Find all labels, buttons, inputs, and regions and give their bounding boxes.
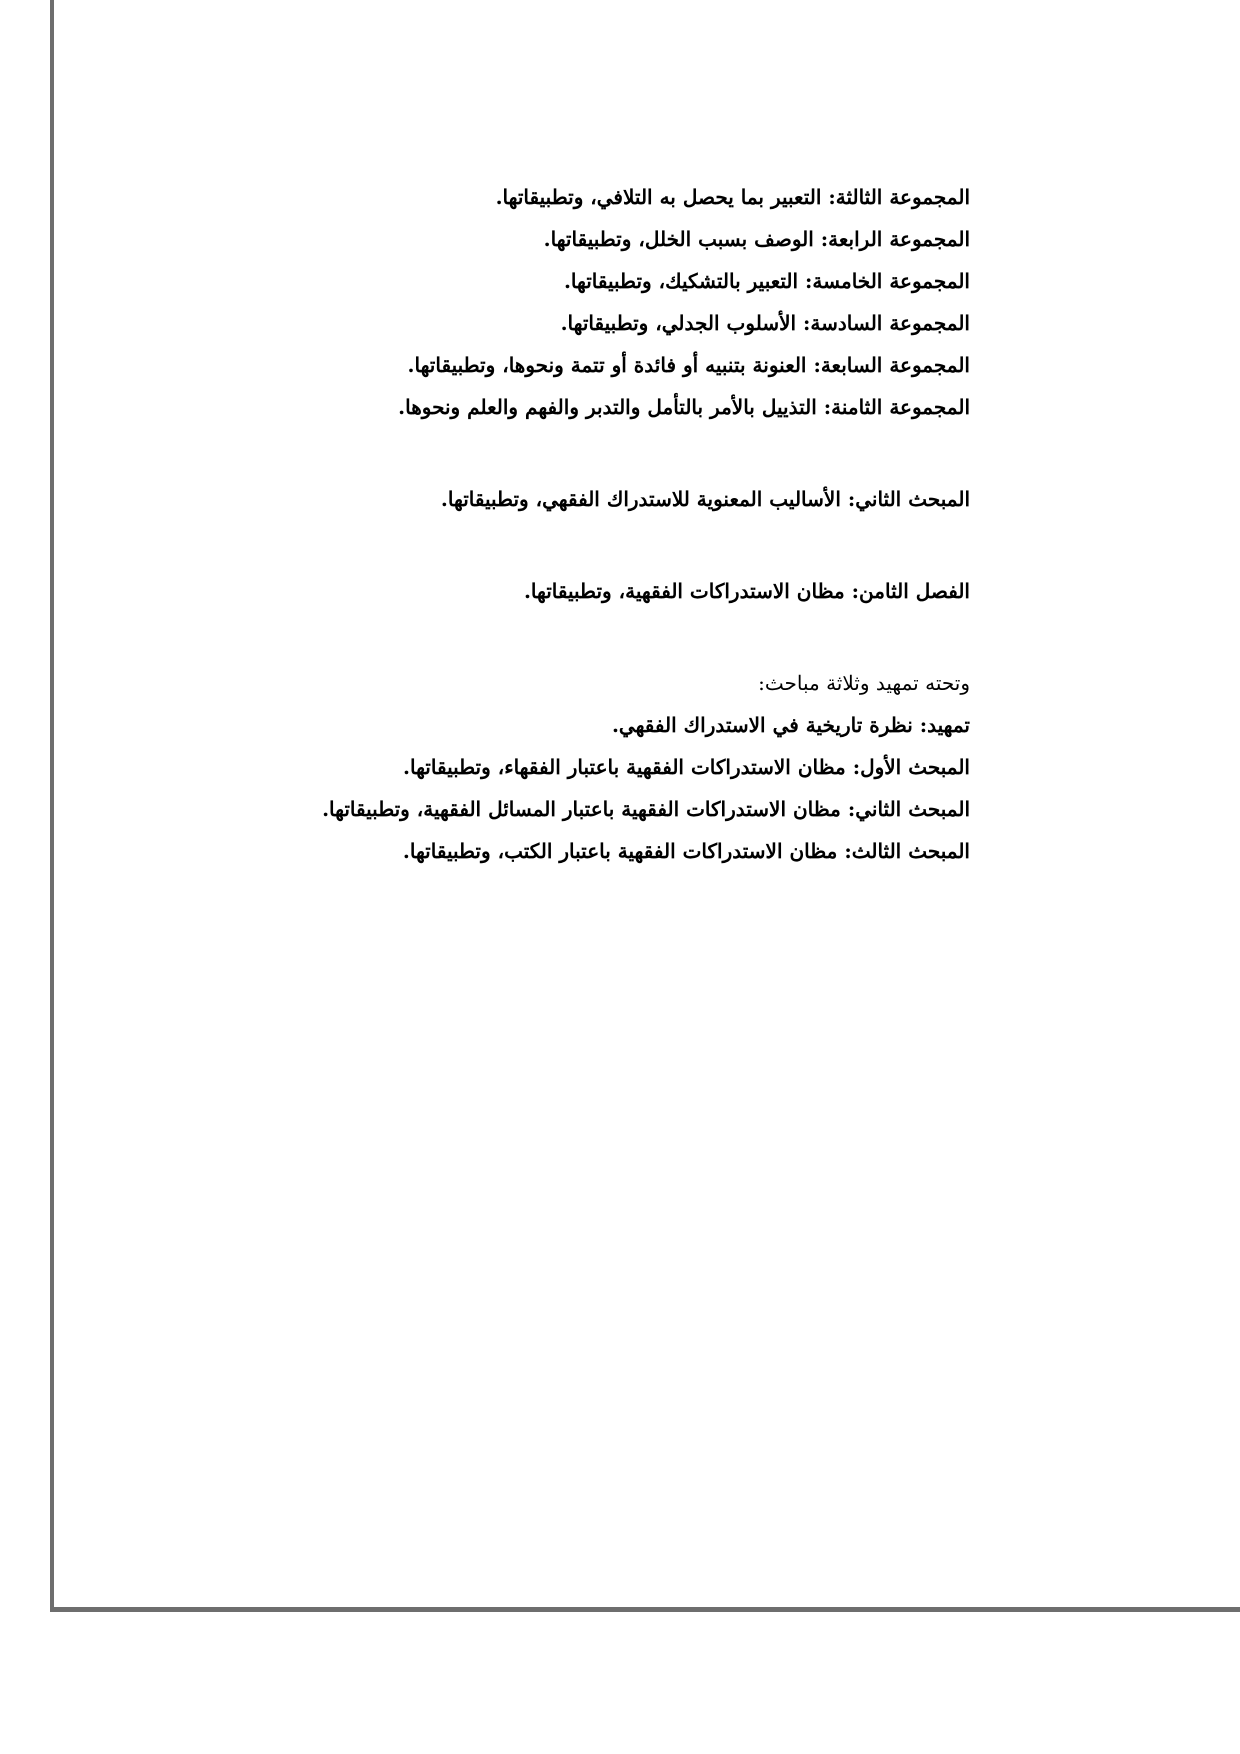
spacer <box>50 520 970 570</box>
toc-group-6: المجموعة السادسة: الأسلوب الجدلي، وتطبيقاتها. <box>560 311 970 335</box>
spacer <box>50 428 970 478</box>
toc-section-two: المبحث الثاني: الأساليب المعنوية للاستدراك الفقهي، وتطبيقاتها. <box>440 487 970 511</box>
toc-group-4: المجموعة الرابعة: الوصف بسبب الخلل، وتطبيقاتها. <box>543 227 970 251</box>
toc-group-7: المجموعة السابعة: العنونة بتنبيه أو فائدة أو تتمة ونحوها، وتطبيقاتها. <box>407 353 970 377</box>
spacer <box>50 612 970 662</box>
toc-subsection-2: المبحث الثاني: مظان الاستدراكات الفقهية باعتبار المسائل الفقهية، وتطبيقاتها. <box>322 797 970 821</box>
toc-group-3: المجموعة الثالثة: التعبير بما يحصل به التلافي، وتطبيقاتها. <box>495 185 970 209</box>
table-of-contents <box>50 176 970 872</box>
toc-preface: تمهيد: نظرة تاريخية في الاستدراك الفقهي. <box>611 713 970 737</box>
toc-subsection-1: المبحث الأول: مظان الاستدراكات الفقهية باعتبار الفقهاء، وتطبيقاتها. <box>403 755 970 779</box>
toc-subsection-3: المبحث الثالث: مظان الاستدراكات الفقهية باعتبار الكتب، وتطبيقاتها. <box>402 839 970 863</box>
toc-group-5: المجموعة الخامسة: التعبير بالتشكيك، وتطبيقاتها. <box>563 269 970 293</box>
toc-group-8: المجموعة الثامنة: التذييل بالأمر بالتأمل والتدبر والفهم والعلم ونحوها. <box>398 395 970 419</box>
page-border-bottom <box>50 1607 1240 1612</box>
toc-chapter-eight: الفصل الثامن: مظان الاستدراكات الفقهية، وتطبيقاتها. <box>523 579 970 603</box>
toc-chapter-intro: وتحته تمهيد وثلاثة مباحث: <box>758 671 970 695</box>
